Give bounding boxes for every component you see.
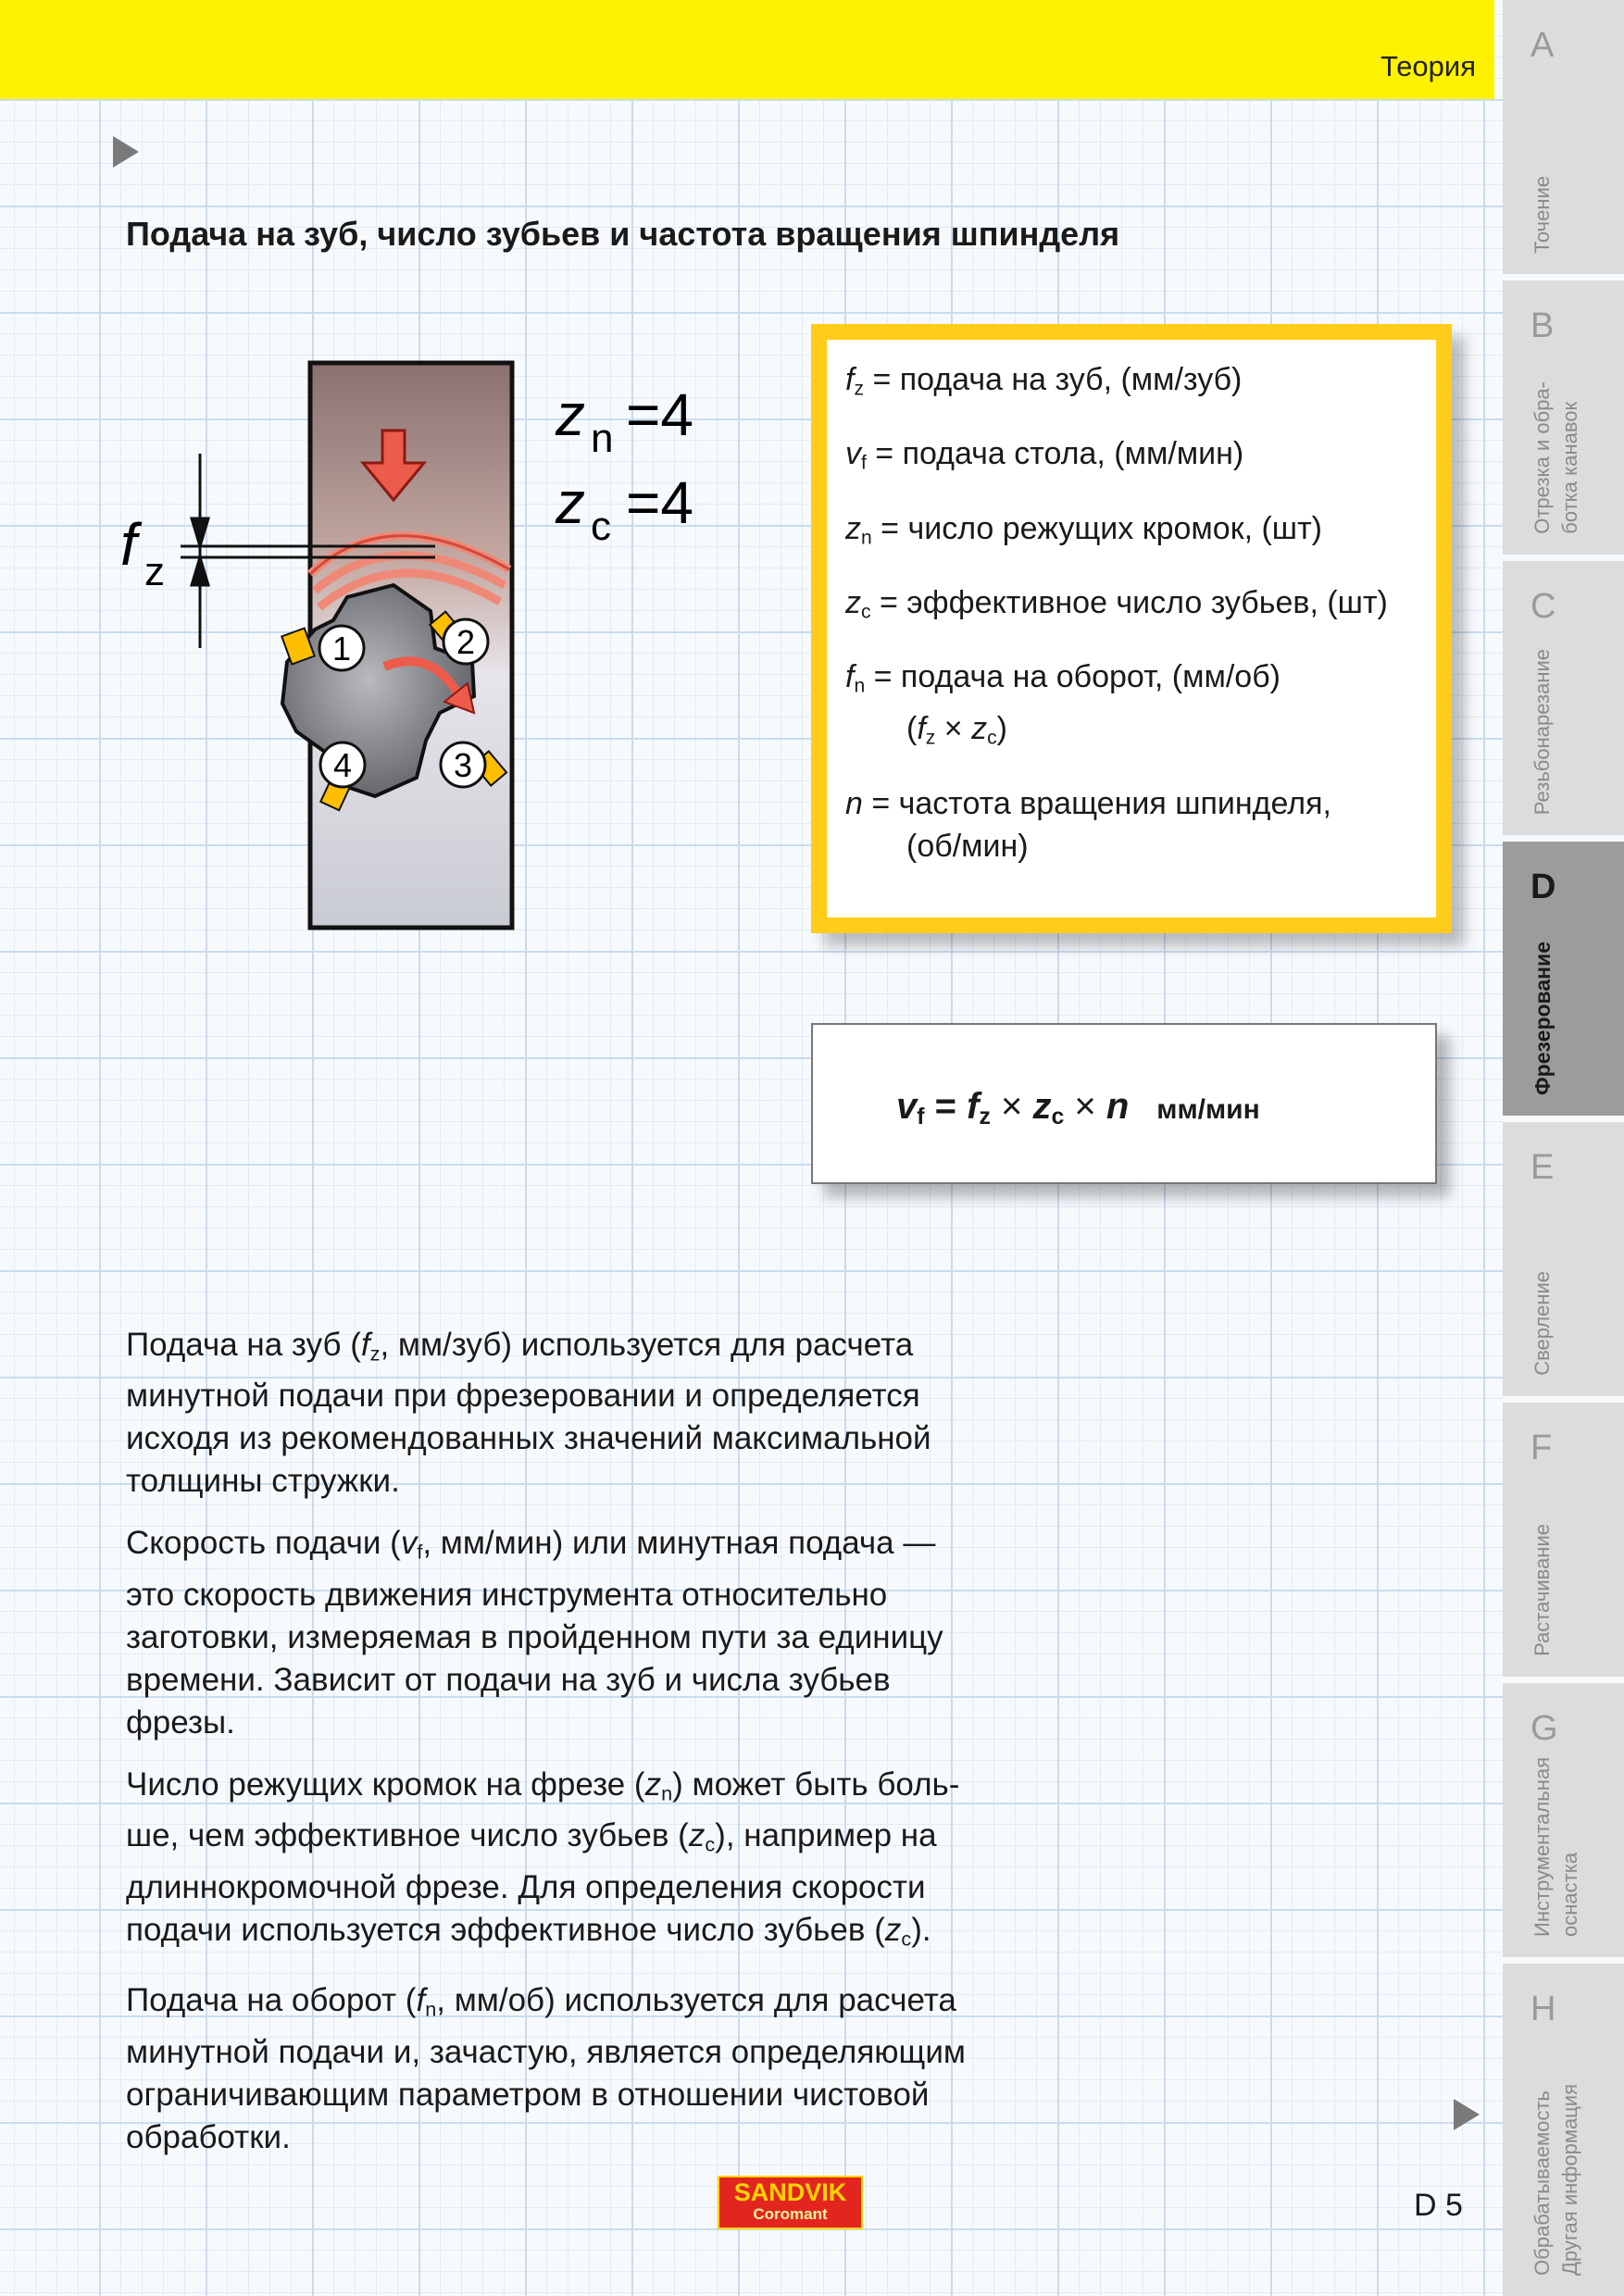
paragraph-zn: Число режущих кромок на фрезе $(z_n)$ может быть боль- ше, чем эффективное число зубьев $(z_c)$, например на длиннокромочной фрезе. Для определения скорости подачи используется эффективное число зубьев $(z_c)$. bbox=[126, 1766, 960, 1951]
next-page-arrow-icon[interactable] bbox=[1454, 2099, 1480, 2130]
body-text bbox=[126, 1324, 996, 2178]
tab-label: Отрезка и обра- ботка канавок bbox=[1530, 381, 1581, 534]
definition-unit: (об/мин) bbox=[906, 828, 1029, 864]
tab-a[interactable] bbox=[1503, 0, 1624, 274]
zc-value: =4 bbox=[626, 469, 693, 536]
tab-letter: F bbox=[1530, 1429, 1553, 1467]
symbol: f bbox=[845, 659, 855, 695]
subscript: n bbox=[861, 526, 872, 548]
definition: = частота вращения шпинделя, bbox=[862, 785, 1331, 821]
subscript: c bbox=[861, 601, 871, 623]
tab-c[interactable] bbox=[1503, 561, 1624, 835]
tab-letter: A bbox=[1530, 26, 1555, 65]
zn-sub: n bbox=[591, 416, 614, 461]
zc-sub: c bbox=[591, 504, 611, 549]
paragraph-fz: Подача на зуб ($f_z$, мм/зуб) используется для расчета минутной подачи при фрезеровании и определяется исходя из рекомендованных значений максимальной толщины стружки. bbox=[126, 1327, 931, 1500]
tab-d[interactable] bbox=[1503, 842, 1624, 1116]
legend-fn bbox=[845, 655, 1418, 760]
tab-letter: D bbox=[1530, 867, 1556, 906]
tab-label: Фрезерование bbox=[1530, 942, 1555, 1095]
tooth-2-label: 2 bbox=[456, 623, 476, 661]
definition: = подача на оборот, (мм/об) bbox=[865, 659, 1280, 695]
tab-letter: B bbox=[1530, 306, 1555, 345]
legend-zn bbox=[845, 507, 1418, 559]
sandvik-logo bbox=[718, 2176, 863, 2229]
paragraph-fn: Подача на оборот ($f_n$, мм/об) используется для расчета минутной подачи и, зачастую, является определяющим ограничивающим параметром в отношении чистовой обработки. bbox=[126, 1982, 966, 2155]
milling-diagram bbox=[111, 343, 722, 935]
tooth-4-label: 4 bbox=[332, 746, 353, 784]
symbol: n bbox=[845, 785, 863, 821]
logo-sub: Coromant bbox=[753, 2205, 828, 2223]
subscript: f bbox=[861, 452, 867, 474]
tab-letter: G bbox=[1530, 1709, 1558, 1748]
definition: = число режущих кромок, (шт) bbox=[871, 510, 1322, 546]
tab-letter: E bbox=[1530, 1148, 1555, 1187]
formula-box bbox=[811, 1023, 1437, 1184]
legend-n bbox=[845, 782, 1418, 867]
symbol: z bbox=[845, 510, 861, 546]
zc-label: z bbox=[556, 469, 585, 536]
tab-letter: C bbox=[1530, 587, 1556, 626]
page-title: Подача на зуб, число зубьев и частота вращения шпинделя bbox=[126, 215, 1120, 253]
tooth-1-label: 1 bbox=[331, 630, 352, 668]
page-number: D 5 bbox=[1414, 2188, 1463, 2223]
legend-box bbox=[811, 324, 1452, 933]
logo-main: SANDVIK bbox=[733, 2178, 847, 2206]
symbol: f bbox=[845, 362, 855, 397]
feed-formula: $v_f = f_z \times z_c \times n$ мм/мин bbox=[896, 1086, 1260, 1130]
section-arrow-icon bbox=[113, 136, 139, 168]
tab-label: Сверление bbox=[1530, 1271, 1554, 1376]
fz-label: f bbox=[120, 511, 137, 578]
symbol: z bbox=[845, 584, 861, 620]
tab-label: Обрабатываемость Другая информация bbox=[1530, 2084, 1581, 2276]
section-label: Теория bbox=[1380, 50, 1476, 82]
tab-letter: H bbox=[1530, 1990, 1556, 2028]
definition: = подача на зуб, (мм/зуб) bbox=[864, 362, 1243, 397]
subscript: n bbox=[854, 675, 866, 697]
legend-fz bbox=[845, 358, 1418, 410]
symbol: v bbox=[845, 436, 861, 472]
tab-label: Растачивание bbox=[1530, 1524, 1554, 1656]
tab-h[interactable] bbox=[1503, 1964, 1624, 2296]
zn-value: =4 bbox=[626, 381, 693, 448]
zn-label: z bbox=[556, 381, 585, 448]
subscript: z bbox=[854, 378, 864, 400]
tab-label: Резьбонарезание bbox=[1530, 648, 1554, 815]
tab-g[interactable] bbox=[1503, 1683, 1624, 1957]
tab-b[interactable] bbox=[1503, 281, 1624, 555]
definition: = подача стола, (мм/мин) bbox=[866, 436, 1244, 472]
definition: = эффективное число зубьев, (шт) bbox=[870, 584, 1388, 620]
fz-sub: z bbox=[144, 549, 165, 594]
header-band bbox=[0, 0, 1494, 99]
sidebar bbox=[1503, 0, 1624, 2296]
tab-e[interactable] bbox=[1503, 1122, 1624, 1396]
tab-label: Точение bbox=[1530, 176, 1554, 254]
legend-vf bbox=[845, 432, 1418, 484]
formula-unit: мм/мин bbox=[1156, 1094, 1260, 1125]
tab-label: Инструментальная оснастка bbox=[1530, 1757, 1581, 1937]
fn-expression: $(f_z \times z_c)$ bbox=[906, 711, 1007, 749]
legend-zc bbox=[845, 581, 1418, 633]
paragraph-vf: Скорость подачи ($v_f$, мм/мин) или минутная подача — это скорость движения инструмента относительно заготовки, измеряемая в пройденном пути за единицу времени. Зависит от подачи на зуб и числа зубьев фрезы. bbox=[126, 1525, 943, 1741]
tab-f[interactable] bbox=[1503, 1403, 1624, 1677]
tooth-3-label: 3 bbox=[453, 746, 473, 784]
